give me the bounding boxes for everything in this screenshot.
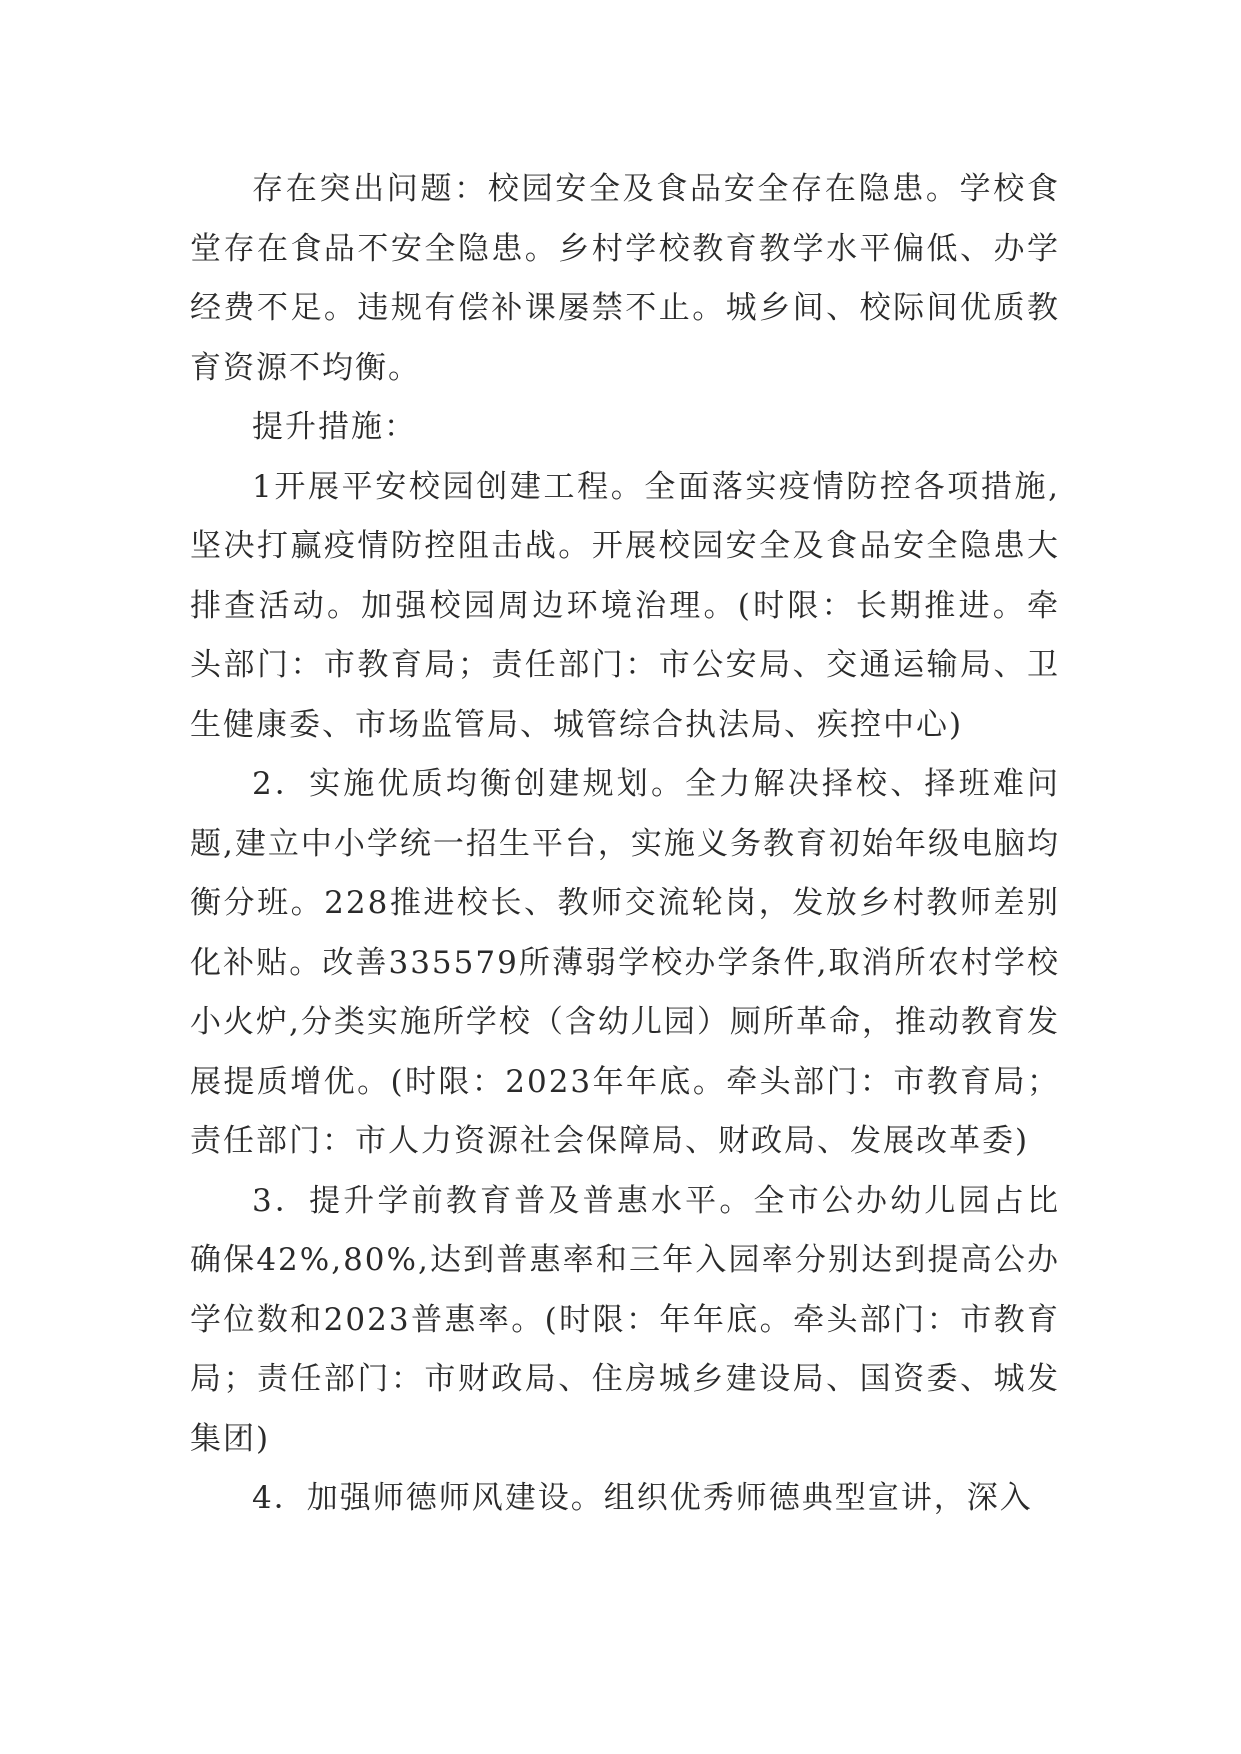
paragraph-measure-2: 2．实施优质均衡创建规划。全力解决择校、择班难问题,建立中小学统一招生平台，实施义务教育初始年级电脑均衡分班。228推进校长、教师交流轮岗，发放乡村教师差别化补贴。改善335579所薄弱学校办学条件,取消所农村学校小火炉,分类实施所学校（含幼儿园）厕所革命，推动教育发展提质增优。(时限：2023年年底。牵头部门：市教育局；责任部门：市人力资源社会保障局、财政局、发展改革委) xyxy=(190,766,1060,1159)
paragraph-problems: 存在突出问题：校园安全及食品安全存在隐患。学校食堂存在食品不安全隐患。乡村学校教育教学水平偏低、办学经费不足。违规有偿补课屡禁不止。城乡间、校际间优质教育资源不均衡。 xyxy=(190,171,1060,386)
document-body xyxy=(190,160,1060,1529)
paragraph-measure-4: 4．加强师德师风建设。组织优秀师德典型宣讲，深入 xyxy=(252,1480,1033,1516)
paragraph-measure-1: 1开展平安校园创建工程。全面落实疫情防控各项措施,坚决打赢疫情防控阻击战。开展校园安全及食品安全隐患大排查活动。加强校园周边环境治理。(时限：长期推进。牵头部门：市教育局；责任部门：市公安局、交通运输局、卫生健康委、市场监管局、城管综合执法局、疾控中心) xyxy=(190,468,1060,743)
paragraph-measure-3: 3．提升学前教育普及普惠水平。全市公办幼儿园占比确保42%,80%,达到普惠率和三年入园率分别达到提高公办学位数和2023普惠率。(时限：年年底。牵头部门：市教育局；责任部门：市财政局、住房城乡建设局、国资委、城发集团) xyxy=(190,1182,1060,1457)
paragraph-measures-heading: 提升措施： xyxy=(252,409,417,445)
